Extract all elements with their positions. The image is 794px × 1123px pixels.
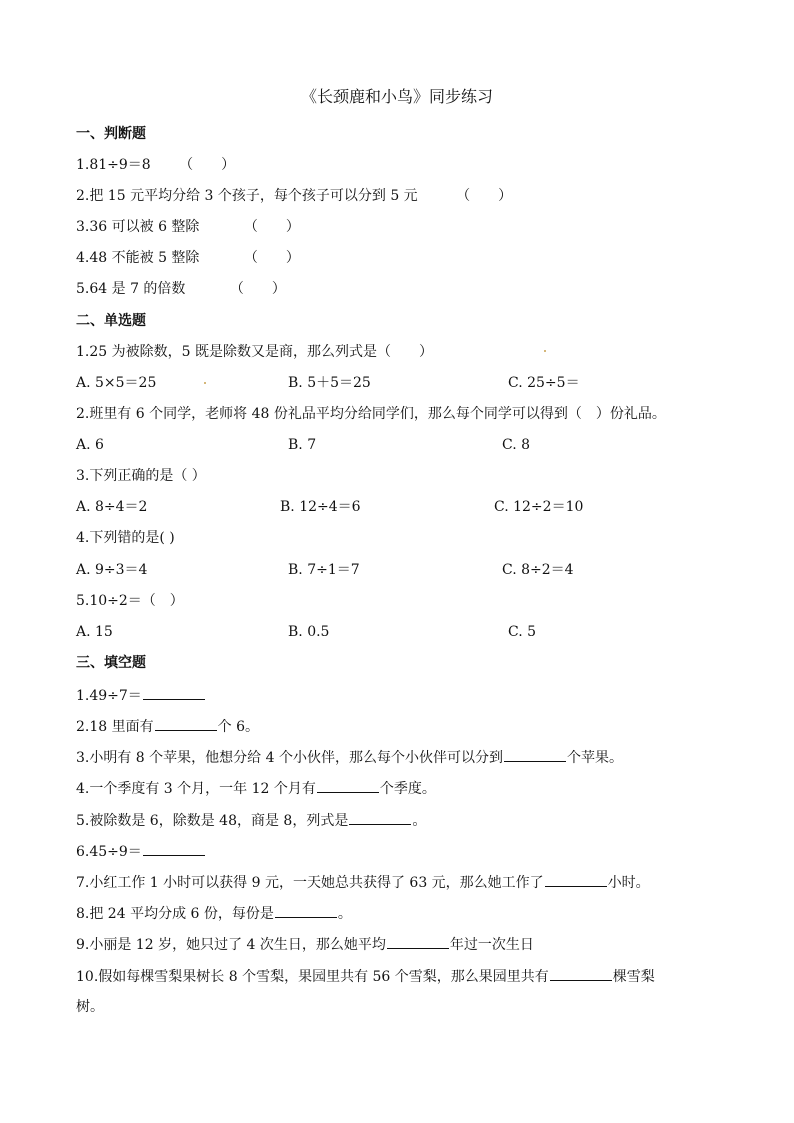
choice-question-1: 1.25 为被除数，5 既是除数又是商，那么列式是（ ） <box>76 344 433 360</box>
choice-question-5: 5.10÷2＝（ ） <box>76 593 184 609</box>
answer-blank[interactable] <box>504 747 566 762</box>
item-text: 7.小红工作 1 小时可以获得 9 元，一天她总共获得了 63 元，那么她工作了 <box>76 875 544 891</box>
item-text-after: 个季度。 <box>379 781 436 797</box>
fill-item-7 <box>76 872 650 893</box>
item-text-after: 小时。 <box>607 875 650 891</box>
choice-option-b: B. 7 <box>288 437 317 453</box>
item-text: 9.小丽是 12 岁，她只过了 4 次生日，那么她平均 <box>76 937 386 953</box>
choice-option-c: C. 8 <box>502 437 531 453</box>
fill-item-6 <box>76 841 206 862</box>
item-text: 4.一个季度有 3 个月，一年 12 个月有 <box>76 781 316 797</box>
judgement-item-1 <box>76 155 235 175</box>
choice-option-a: A. 6 <box>76 437 104 453</box>
choice-question-2: 2.班里有 6 个同学，老师将 48 份礼品平均分给同学们，那么每个同学可以得到（ ）份礼品。 <box>76 406 666 422</box>
fill-item-8 <box>76 903 352 924</box>
fill-item-9 <box>76 934 534 955</box>
choice-option-c: C. 5 <box>508 624 537 640</box>
judgement-item-2 <box>76 186 512 206</box>
fill-item-2 <box>76 716 259 737</box>
item-text: 4.48 不能被 5 整除 <box>76 250 200 266</box>
choice-option-a: A. 5×5＝25 <box>76 375 157 391</box>
answer-blank[interactable] <box>545 872 607 887</box>
answer-paren: （ ） <box>179 157 236 173</box>
item-text: 2.18 里面有 <box>76 719 154 735</box>
item-text: 1.49÷7＝ <box>76 688 142 704</box>
choice-option-a: A. 9÷3＝4 <box>76 562 148 578</box>
answer-paren: （ ） <box>229 281 286 297</box>
answer-blank[interactable] <box>550 966 612 981</box>
choice-option-c: C. 12÷2＝10 <box>494 499 584 515</box>
answer-blank[interactable] <box>143 685 205 700</box>
answer-blank[interactable] <box>275 903 337 918</box>
answer-blank[interactable] <box>143 841 205 856</box>
item-text: 8.把 24 平均分成 6 份，每份是 <box>76 906 274 922</box>
choice-option-c: C. 8÷2＝4 <box>502 562 574 578</box>
answer-blank[interactable] <box>155 716 217 731</box>
judgement-item-3 <box>76 217 300 237</box>
choice-option-b: B. 7÷1＝7 <box>288 562 360 578</box>
item-text: 3.36 可以被 6 整除 <box>76 219 200 235</box>
speck-mark <box>544 350 546 352</box>
fill-item-10 <box>76 966 655 987</box>
item-text-after: 个 6。 <box>217 719 259 735</box>
choice-option-c: C. 25÷5＝ <box>508 375 580 391</box>
speck-mark <box>204 382 206 384</box>
answer-blank[interactable] <box>317 778 379 793</box>
fill-item-1 <box>76 685 206 706</box>
item-text-after: 个苹果。 <box>566 750 623 766</box>
answer-blank[interactable] <box>387 934 449 949</box>
fill-item-10-continued: 树。 <box>76 999 104 1015</box>
choice-question-4: 4.下列错的是( ) <box>76 530 175 546</box>
fill-item-4 <box>76 778 436 799</box>
item-text: 5.被除数是 6，除数是 48，商是 8，列式是 <box>76 813 349 829</box>
section-heading-single-choice: 二、单选题 <box>76 313 146 329</box>
choice-option-b: B. 5＋5＝25 <box>288 375 371 391</box>
choice-question-3: 3.下列正确的是（ ） <box>76 468 206 484</box>
item-text-after: 。 <box>337 906 352 922</box>
item-text: 10.假如每棵雪梨果树长 8 个雪梨，果园里共有 56 个雪梨，那么果园里共有 <box>76 969 549 985</box>
fill-item-3 <box>76 747 623 768</box>
choice-option-b: B. 12÷4＝6 <box>280 499 361 515</box>
choice-option-a: A. 8÷4＝2 <box>76 499 148 515</box>
choice-option-b: B. 0.5 <box>288 624 330 640</box>
choice-option-a: A. 15 <box>76 624 113 640</box>
item-text-after: 。 <box>412 813 427 829</box>
page-title: 《长颈鹿和小鸟》同步练习 <box>300 87 493 106</box>
answer-paren: （ ） <box>456 188 513 204</box>
judgement-item-4 <box>76 248 300 268</box>
item-text-after: 棵雪梨 <box>612 969 655 985</box>
judgement-item-5 <box>76 279 286 299</box>
item-text: 5.64 是 7 的倍数 <box>76 281 186 297</box>
item-text-after: 年过一次生日 <box>449 937 534 953</box>
item-text: 1.81÷9＝8 <box>76 157 151 173</box>
item-text: 3.小明有 8 个苹果，他想分给 4 个小伙伴，那么每个小伙伴可以分到 <box>76 750 503 766</box>
answer-paren: （ ） <box>243 219 300 235</box>
answer-paren: （ ） <box>243 250 300 266</box>
section-heading-fill-in: 三、填空题 <box>76 655 146 671</box>
item-text: 6.45÷9＝ <box>76 844 142 860</box>
fill-item-5 <box>76 810 426 831</box>
item-text: 2.把 15 元平均分给 3 个孩子，每个孩子可以分到 5 元 <box>76 188 418 204</box>
answer-blank[interactable] <box>349 810 411 825</box>
section-heading-judgement: 一、判断题 <box>76 126 146 142</box>
